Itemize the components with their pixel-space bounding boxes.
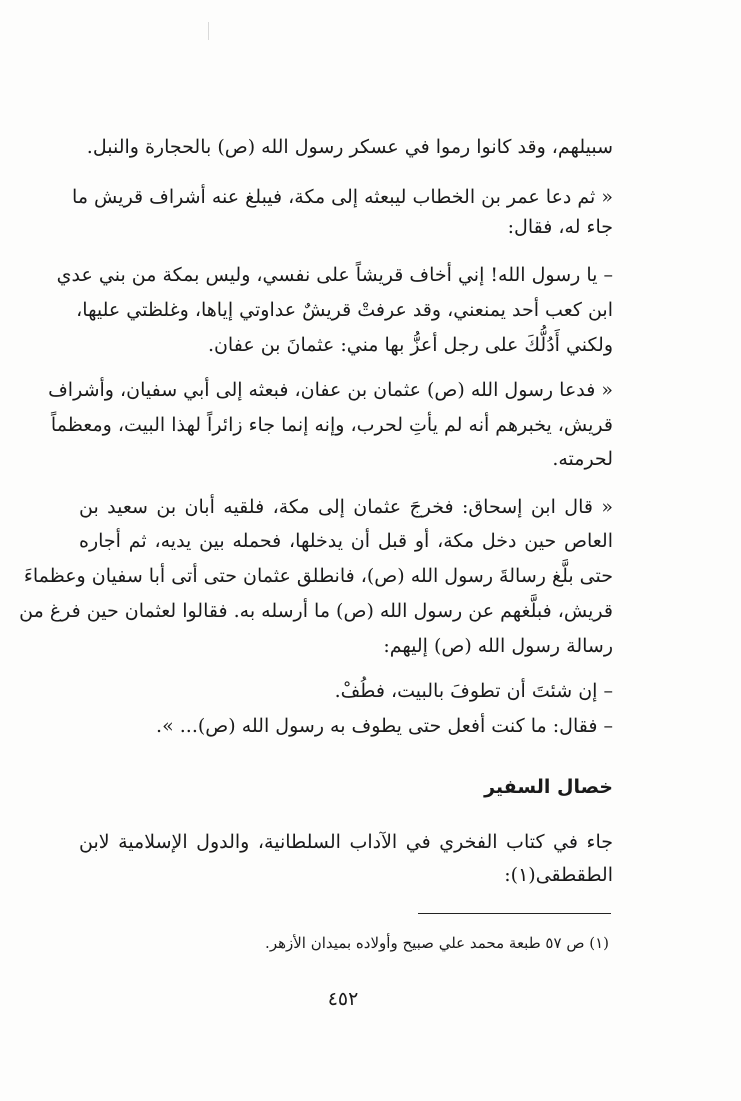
text-line: ولكني أَدُلُّكَ على رجل أعزُّ بها مني: عثمانَ بن عفان. xyxy=(207,334,613,356)
text-line: جاء في كتاب الفخري في الآداب السلطانية، والدول الإسلامية لابن xyxy=(79,831,613,853)
text-line: – يا رسول الله! إني أخاف قريشاً على نفسي، وليس بمكة من بني عدي xyxy=(56,264,613,286)
text-line: جاء له، فقال: xyxy=(507,216,613,238)
scan-mark xyxy=(208,22,209,40)
text-line: العاص حين دخل مكة، أو قبل أن يدخلها، فحمله بين يديه، ثم أجاره xyxy=(79,530,613,552)
dialogue-line: – فقال: ما كنت أفعل حتى يطوف به رسول الله (ص)... ». xyxy=(156,715,613,737)
text-line: « قال ابن إسحاق: فخرجَ عثمان إلى مكة، فلقيه أبان بن سعيد بن xyxy=(79,496,613,518)
text-line: قريش، يخبرهم أنه لم يأتِ لحرب، وإنه إنما جاء زائراً لهذا البيت، ومعظماً xyxy=(50,414,613,436)
text-line: قريش، فبلَّغهم عن رسول الله (ص) ما أرسله به. فقالوا لعثمان حين فرغ من xyxy=(19,600,613,622)
page-number: ٤٥٢ xyxy=(327,988,359,1010)
footnote-rule xyxy=(418,913,611,914)
text-line: سبيلهم، وقد كانوا رموا في عسكر رسول الله (ص) بالحجارة والنبل. xyxy=(86,136,613,158)
text-line: « ثم دعا عمر بن الخطاب ليبعثه إلى مكة، فيبلغ عنه أشراف قريش ما xyxy=(72,186,613,208)
dialogue-line: – إن شئتَ أن تطوفَ بالبيت، فطُفْ. xyxy=(334,680,613,702)
text-line: « فدعا رسول الله (ص) عثمان بن عفان، فبعثه إلى أبي سفيان، وأشراف xyxy=(48,379,613,401)
text-line: لحرمته. xyxy=(552,448,613,470)
text-line: ابن كعب أحد يمنعني، وقد عرفتْ قريشٌ عداوتي إياها، وغلظتي عليها، xyxy=(76,299,613,321)
text-line: حتى بلَّغ رسالةَ رسول الله (ص)، فانطلق عثمان حتى أتى أبا سفيان وعظماءَ xyxy=(23,565,613,587)
text-line: رسالة رسول الله (ص) إليهم: xyxy=(383,635,613,657)
footnote: (١) ص ٥٧ طبعة محمد علي صبيح وأولاده بميدان الأزهر. xyxy=(265,934,609,952)
section-heading: خصال السفير xyxy=(484,776,613,798)
text-line: الطقطقى(١): xyxy=(504,864,613,886)
